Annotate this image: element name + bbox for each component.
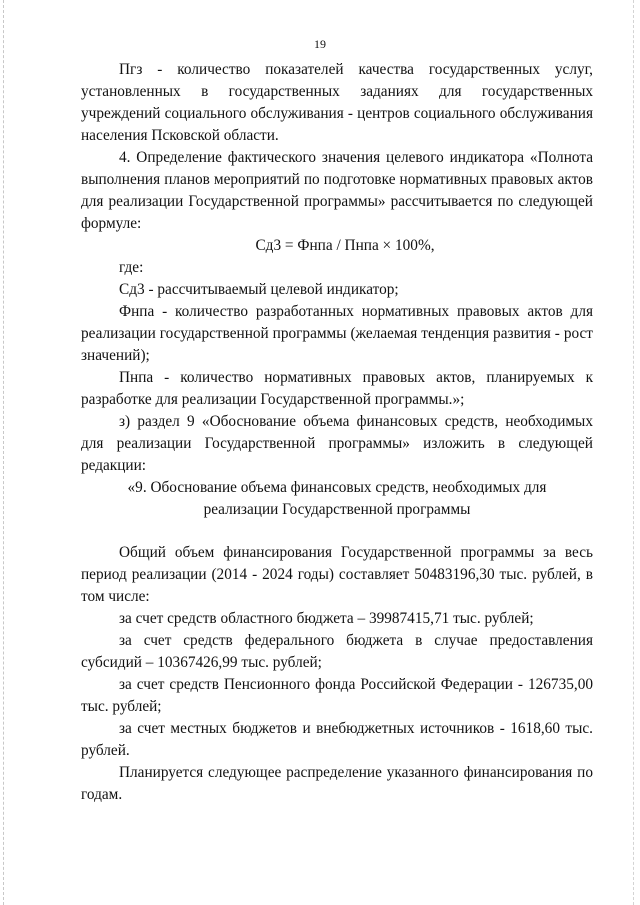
- paragraph-item-z: з) раздел 9 «Обоснование объема финансовых средств, необходимых для реализации Государственной программы» изложить в следующей редакции:: [81, 413, 593, 474]
- section-heading-line2: реализации Государственной программы: [203, 501, 471, 518]
- source-federal-budget: за счет средств федерального бюджета в случае предоставления субсидий – 10367426,99 тыс. рублей;: [81, 632, 593, 671]
- heading-spacer: [81, 521, 593, 542]
- paragraph-indicator-4: 4. Определение фактического значения целевого индикатора «Полнота выполнения планов мероприятий по подготовке нормативных правовых актов для реализации Государственной программы» рассчитывается по следующей формуле:: [81, 149, 593, 232]
- document-body: [81, 59, 593, 806]
- paragraph-pgz-definition: Пгз - количество показателей качества государственных услуг, установленных в государственных заданиях для государственных учреждений социального обслуживания - центров социального обслуживания населения Псковской области.: [81, 61, 593, 144]
- section-heading-line1: «9. Обоснование объема финансовых средств, необходимых для: [127, 479, 547, 496]
- definition-sd3: Сд3 - рассчитываемый целевой индикатор;: [119, 281, 399, 298]
- definition-pnpa: Пнпа - количество нормативных правовых актов, планируемых к разработке для реализации Государственной программы.»;: [81, 369, 593, 408]
- source-pension-fund: за счет средств Пенсионного фонда Российской Федерации - 126735,00 тыс. рублей;: [81, 676, 593, 715]
- definition-fnpa: Фнпа - количество разработанных нормативных правовых актов для реализации государственной программы (желаемая тенденция развития - рост значений);: [81, 303, 593, 364]
- paragraph-where: где:: [119, 259, 144, 276]
- source-regional-budget: за счет средств областного бюджета – 39987415,71 тыс. рублей;: [119, 610, 534, 627]
- formula: Сд3 = Фнпа / Пнпа × 100%,: [255, 237, 435, 254]
- paragraph-distribution: Планируется следующее распределение указанного финансирования по годам.: [81, 764, 593, 803]
- paragraph-total-financing: Общий объем финансирования Государственной программы за весь период реализации (2014 - 2024 годы) составляет 50483196,30 тыс. рублей, в том числе:: [81, 544, 593, 605]
- page-number: 19: [314, 37, 326, 51]
- source-local-budgets: за счет местных бюджетов и внебюджетных источников - 1618,60 тыс. рублей.: [81, 720, 593, 759]
